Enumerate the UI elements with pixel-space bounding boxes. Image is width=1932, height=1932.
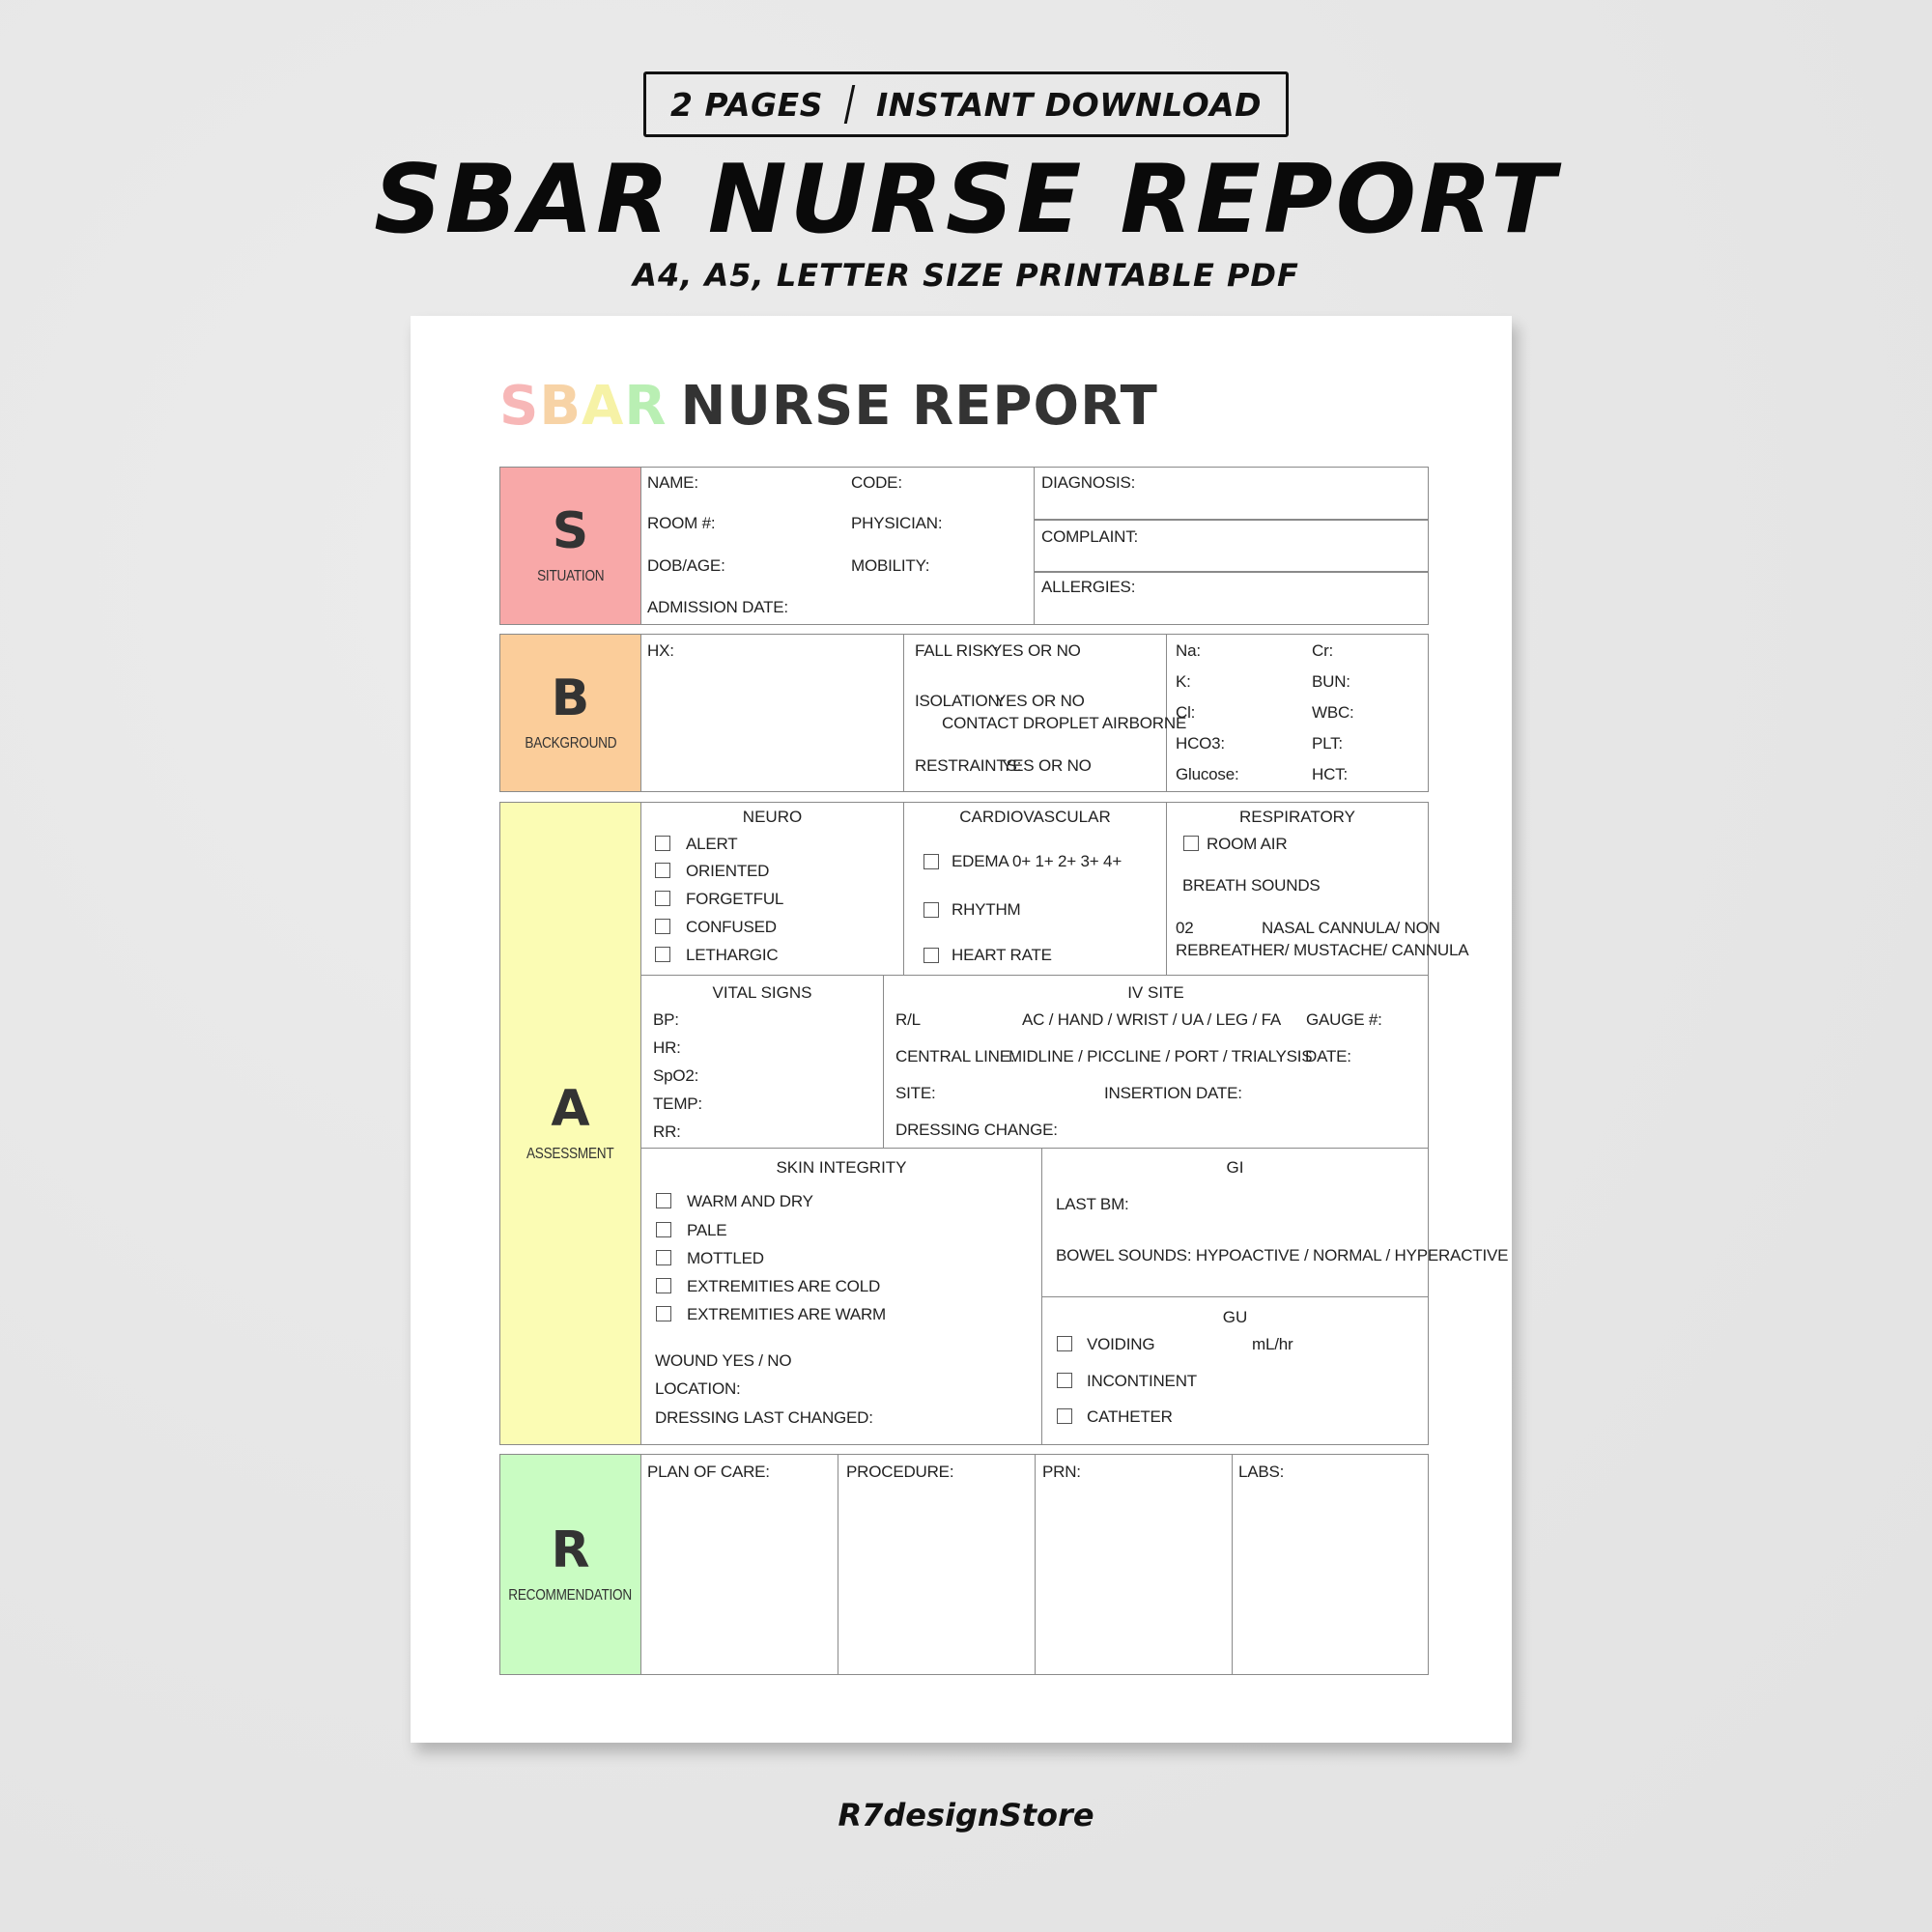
- vital-temp[interactable]: TEMP:: [653, 1094, 702, 1113]
- isolation-types[interactable]: CONTACT DROPLET AIRBORNE: [942, 714, 1187, 732]
- code-field[interactable]: CODE:: [851, 473, 902, 492]
- checkbox[interactable]: [656, 1250, 671, 1265]
- gu-ml-hr[interactable]: mL/hr: [1252, 1335, 1293, 1353]
- room-field[interactable]: ROOM #:: [647, 514, 716, 532]
- skin-extremities-cold: EXTREMITIES ARE COLD: [687, 1277, 881, 1295]
- lab-k[interactable]: K:: [1176, 672, 1191, 691]
- labs-rec-box: [1232, 1454, 1429, 1675]
- resp-room-air: ROOM AIR: [1207, 835, 1288, 853]
- checkbox[interactable]: [923, 854, 939, 869]
- checkbox[interactable]: [1183, 836, 1199, 851]
- checkbox[interactable]: [923, 902, 939, 918]
- banner-divider: [844, 85, 856, 124]
- plan-of-care-field[interactable]: PLAN OF CARE:: [647, 1463, 770, 1481]
- procedure-box: [838, 1454, 1036, 1675]
- title-letter-a: A: [582, 375, 625, 438]
- hx-field[interactable]: HX:: [647, 641, 674, 660]
- allergies-field[interactable]: ALLERGIES:: [1041, 578, 1136, 596]
- iv-central-line: CENTRAL LINE:: [895, 1047, 1015, 1065]
- vital-bp[interactable]: BP:: [653, 1010, 679, 1029]
- checkbox[interactable]: [655, 863, 670, 878]
- checkbox[interactable]: [655, 947, 670, 962]
- gu-incontinent: INCONTINENT: [1087, 1372, 1197, 1390]
- gu-voiding: VOIDING: [1087, 1335, 1155, 1353]
- lab-bun[interactable]: BUN:: [1312, 672, 1350, 691]
- iv-gauge[interactable]: GAUGE #:: [1306, 1010, 1382, 1029]
- restraints-label: RESTRAINTS:: [915, 756, 1022, 775]
- neuro-alert: ALERT: [686, 835, 738, 853]
- restraints-options[interactable]: YES OR NO: [1002, 756, 1092, 775]
- recommendation-letter: R: [551, 1520, 590, 1579]
- recommendation-label: RECOMMENDATION: [508, 1586, 633, 1604]
- isolation-label: ISOLATION:: [915, 692, 1005, 710]
- diagnosis-field[interactable]: DIAGNOSIS:: [1041, 473, 1136, 492]
- vital-hr[interactable]: HR:: [653, 1038, 681, 1057]
- title-letter-b: B: [539, 375, 582, 438]
- neuro-confused: CONFUSED: [686, 918, 777, 936]
- lab-hco3[interactable]: HCO3:: [1176, 734, 1225, 753]
- lab-hct[interactable]: HCT:: [1312, 765, 1348, 783]
- fall-risk-options[interactable]: YES OR NO: [991, 641, 1081, 660]
- situation-letter-cell: [499, 467, 641, 625]
- dob-field[interactable]: DOB/AGE:: [647, 556, 725, 575]
- resp-breath-sounds[interactable]: BREATH SOUNDS: [1182, 876, 1321, 895]
- neuro-oriented: ORIENTED: [686, 862, 770, 880]
- neuro-lethargic: LETHARGIC: [686, 946, 779, 964]
- iv-title: IV SITE: [1127, 983, 1184, 1002]
- name-field[interactable]: NAME:: [647, 473, 698, 492]
- skin-title: SKIN INTEGRITY: [776, 1158, 907, 1177]
- lab-wbc[interactable]: WBC:: [1312, 703, 1354, 722]
- assessment-letter-cell: [499, 802, 641, 1445]
- checkbox[interactable]: [656, 1222, 671, 1237]
- gi-title: GI: [1226, 1158, 1244, 1177]
- resp-title: RESPIRATORY: [1239, 808, 1355, 826]
- download-label: INSTANT DOWNLOAD: [875, 85, 1263, 124]
- vitals-title: VITAL SIGNS: [712, 983, 812, 1002]
- checkbox[interactable]: [1057, 1336, 1072, 1351]
- neuro-title: NEURO: [742, 808, 803, 826]
- assessment-label: ASSESSMENT: [526, 1146, 614, 1162]
- procedure-field[interactable]: PROCEDURE:: [846, 1463, 954, 1481]
- checkbox[interactable]: [1057, 1408, 1072, 1424]
- store-brand: R7designStore: [838, 1797, 1094, 1833]
- skin-wound[interactable]: WOUND YES / NO: [655, 1351, 792, 1370]
- admission-field[interactable]: ADMISSION DATE:: [647, 598, 788, 616]
- checkbox[interactable]: [656, 1306, 671, 1321]
- gu-title: GU: [1222, 1308, 1248, 1326]
- situation-label: SITUATION: [536, 568, 605, 584]
- iv-site[interactable]: SITE:: [895, 1084, 936, 1102]
- skin-extremities-warm: EXTREMITIES ARE WARM: [687, 1305, 887, 1323]
- complaint-field[interactable]: COMPLAINT:: [1041, 527, 1139, 546]
- neuro-forgetful: FORGETFUL: [686, 890, 784, 908]
- pages-label: 2 PAGES: [669, 85, 823, 124]
- cardio-rhythm: RHYTHM: [952, 900, 1021, 919]
- lab-na[interactable]: Na:: [1176, 641, 1201, 660]
- cardio-edema: EDEMA 0+ 1+ 2+ 3+ 4+: [952, 852, 1122, 870]
- fall-risk-label: FALL RISK:: [915, 641, 999, 660]
- cardio-heart-rate: HEART RATE: [952, 946, 1052, 964]
- isolation-options[interactable]: YES OR NO: [995, 692, 1085, 710]
- doc-title: [499, 375, 1158, 438]
- checkbox[interactable]: [655, 919, 670, 934]
- iv-date[interactable]: DATE:: [1305, 1047, 1351, 1065]
- skin-dressing-changed[interactable]: DRESSING LAST CHANGED:: [655, 1408, 873, 1427]
- history-box: [640, 634, 904, 792]
- plan-box: [640, 1454, 838, 1675]
- divider: [1034, 519, 1429, 521]
- situation-letter: S: [552, 502, 589, 560]
- checkbox[interactable]: [655, 891, 670, 906]
- mobility-field[interactable]: MOBILITY:: [851, 556, 930, 575]
- vital-rr[interactable]: RR:: [653, 1122, 681, 1141]
- gi-last-bm[interactable]: LAST BM:: [1056, 1195, 1129, 1213]
- checkbox[interactable]: [655, 836, 670, 851]
- title-rest: NURSE REPORT: [680, 375, 1158, 438]
- vital-spo2[interactable]: SpO2:: [653, 1066, 699, 1085]
- checkbox[interactable]: [656, 1278, 671, 1293]
- recommendation-letter-cell: [499, 1454, 641, 1675]
- resp-o2-options[interactable]: NASAL CANNULA/ NON: [1262, 919, 1440, 937]
- skin-mottled: MOTTLED: [687, 1249, 764, 1267]
- iv-dressing-change[interactable]: DRESSING CHANGE:: [895, 1121, 1058, 1139]
- checkbox[interactable]: [1057, 1373, 1072, 1388]
- background-letter-cell: [499, 634, 641, 792]
- resp-o2[interactable]: 02: [1176, 919, 1194, 937]
- lab-cl[interactable]: Cl:: [1176, 703, 1196, 722]
- prn-field[interactable]: PRN:: [1042, 1463, 1081, 1481]
- divider: [1034, 571, 1429, 573]
- assessment-letter: A: [551, 1080, 590, 1138]
- iv-rl[interactable]: R/L: [895, 1010, 921, 1029]
- gi-bowel-sounds[interactable]: BOWEL SOUNDS: HYPOACTIVE / NORMAL / HYPERACTIVE: [1056, 1246, 1509, 1264]
- product-title: SBAR NURSE REPORT: [374, 145, 1558, 255]
- gu-catheter: CATHETER: [1087, 1407, 1173, 1426]
- skin-warm-dry: WARM AND DRY: [687, 1192, 813, 1210]
- iv-central-options[interactable]: MIDLINE / PICCLINE / PORT / TRIALYSIS: [1009, 1047, 1313, 1065]
- product-subtitle: A4, A5, LETTER SIZE PRINTABLE PDF: [633, 257, 1299, 294]
- skin-pale: PALE: [687, 1221, 727, 1239]
- title-letter-r: R: [624, 375, 668, 438]
- resp-o2-options-2[interactable]: REBREATHER/ MUSTACHE/ CANNULA: [1176, 941, 1469, 959]
- background-label: BACKGROUND: [525, 735, 616, 752]
- lab-cr[interactable]: Cr:: [1312, 641, 1334, 660]
- labs-field[interactable]: LABS:: [1238, 1463, 1285, 1481]
- iv-insertion-date[interactable]: INSERTION DATE:: [1104, 1084, 1242, 1102]
- cardio-title: CARDIOVASCULAR: [959, 808, 1111, 826]
- skin-location[interactable]: LOCATION:: [655, 1379, 741, 1398]
- format-banner: [643, 71, 1289, 137]
- lab-glucose[interactable]: Glucose:: [1176, 765, 1239, 783]
- checkbox[interactable]: [923, 948, 939, 963]
- background-letter: B: [551, 669, 590, 727]
- prn-box: [1035, 1454, 1233, 1675]
- physician-field[interactable]: PHYSICIAN:: [851, 514, 943, 532]
- checkbox[interactable]: [656, 1193, 671, 1208]
- iv-sites[interactable]: AC / HAND / WRIST / UA / LEG / FA: [1022, 1010, 1281, 1029]
- lab-plt[interactable]: PLT:: [1312, 734, 1343, 753]
- title-letter-s: S: [499, 375, 540, 438]
